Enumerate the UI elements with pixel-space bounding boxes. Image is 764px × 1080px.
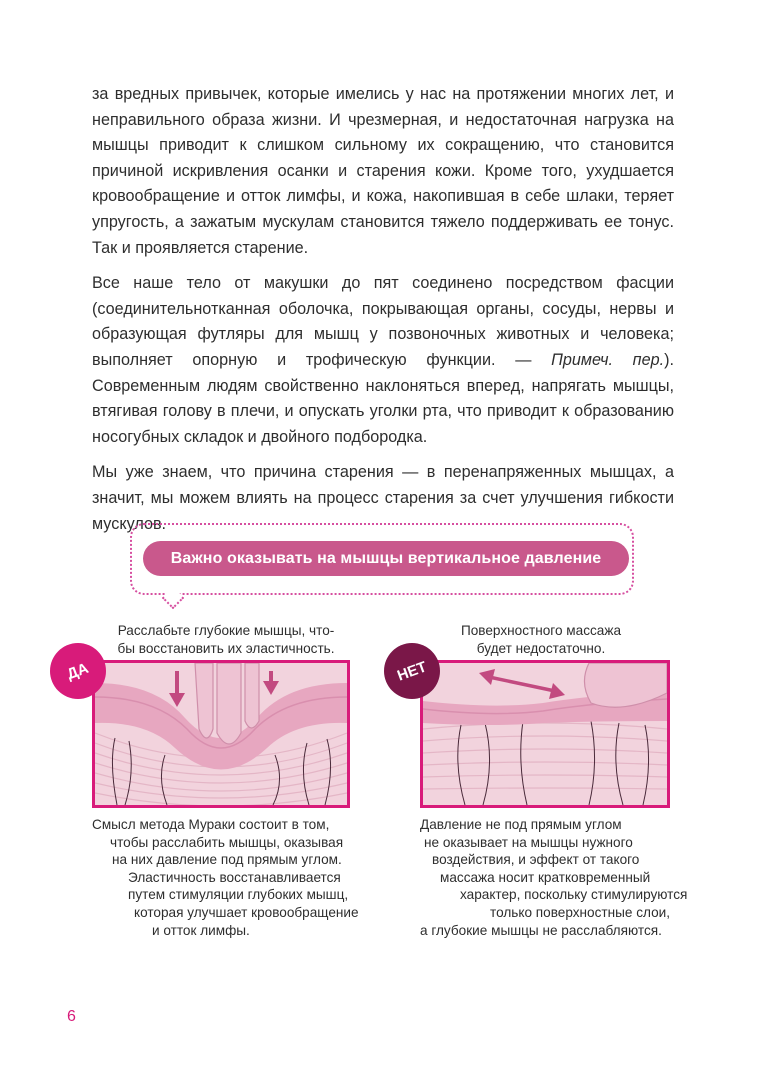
left-desc-line: которая улучшает кровообращение (134, 904, 359, 920)
right-desc-line: характер, поскольку стимулируются (460, 887, 688, 903)
no-badge (384, 643, 440, 699)
right-desc-line: Давление не под прямым углом (420, 817, 622, 832)
finger-3 (245, 663, 259, 728)
finger-2 (217, 663, 241, 744)
left-desc-line: Смысл метода Мураки состоит в том, (92, 817, 330, 832)
body-text (92, 82, 674, 547)
left-illustration (92, 660, 350, 808)
left-desc-line: на них давление под прямым углом. (112, 852, 342, 868)
right-caption-line2: будет недостаточно. (476, 640, 606, 656)
right-caption (424, 622, 658, 657)
deep-press-illustration (95, 663, 347, 805)
left-caption (96, 622, 356, 657)
callout-title: Важно оказывать на мышцы вертикальное давление (143, 541, 629, 576)
right-desc-line: воздействия, и эффект от такого (432, 852, 640, 868)
right-description (420, 816, 690, 939)
right-illustration (420, 660, 670, 808)
right-desc-line: массажа носит кратковременный (440, 869, 651, 885)
left-desc-line: чтобы расслабить мышцы, оказывая (110, 834, 344, 850)
paragraph-2-end: ). Современным людям свойственно наклоняться вперед, напрягать мышцы, втягивая голову в плечи, и опускать уголки рта, что приводит к образованию носогубных складок и двойного подбородка. (92, 350, 674, 446)
translator-note: Примеч. пер. (551, 350, 665, 369)
yes-badge (50, 643, 106, 699)
right-caption-line1: Поверхностного массажа (460, 623, 622, 638)
paragraph-2-main: Все наше тело от макушки до пят соединено посредством фасции (соединительнотканная оболочка, покрывающая органы, сосуды, нервы и образующая футляры для мышц у позвоночных животных и человека; выполняет опорную и трофическую функции. — (92, 274, 674, 369)
no-badge-label: НЕТ (394, 657, 430, 685)
right-desc-line: а глубокие мышцы не расслабляются. (420, 922, 662, 938)
paragraph-2 (92, 271, 674, 450)
right-desc-line: только поверхностные слои, (490, 904, 671, 920)
left-desc-line: Эластичность восстанавливается (128, 869, 341, 885)
right-desc-line: не оказывает на мышцы нужного (424, 834, 633, 850)
paragraph-3: Мы уже знаем, что причина старения — в перенапряженных мышцах, а значит, мы можем влиять на процесс старения за счет улучшения гибкости мускулов. (92, 463, 674, 533)
yes-badge-label: ДА (64, 659, 92, 683)
left-desc-line: путем стимуляции глубоких мышц, (128, 887, 349, 903)
paragraph-1: за вредных привычек, которые имелись у нас на протяжении многих лет, и неправильного образа жизни. И чрезмерная, и недостаточная нагрузка на мышцы приводит к слишком сильному их сокращению, что становится причиной искривления осанки и старения кожи. Кроме того, ухудшается кровообращение и отток лимфы, и кожа, накопившая в себе шлаки, теряет упругость, а зажатым мускулам становится тяжело поддерживать ее тонус. Так и проявляется старение. (92, 85, 674, 257)
left-description (92, 816, 392, 939)
left-caption-line2: бы восстановить их эластичность. (117, 640, 335, 656)
left-desc-line: и отток лимфы. (152, 922, 250, 938)
page-number: 6 (67, 1008, 76, 1025)
left-caption-line1: Расслабьте глубокие мышцы, что- (117, 623, 335, 638)
surface-massage-illustration (423, 663, 667, 805)
